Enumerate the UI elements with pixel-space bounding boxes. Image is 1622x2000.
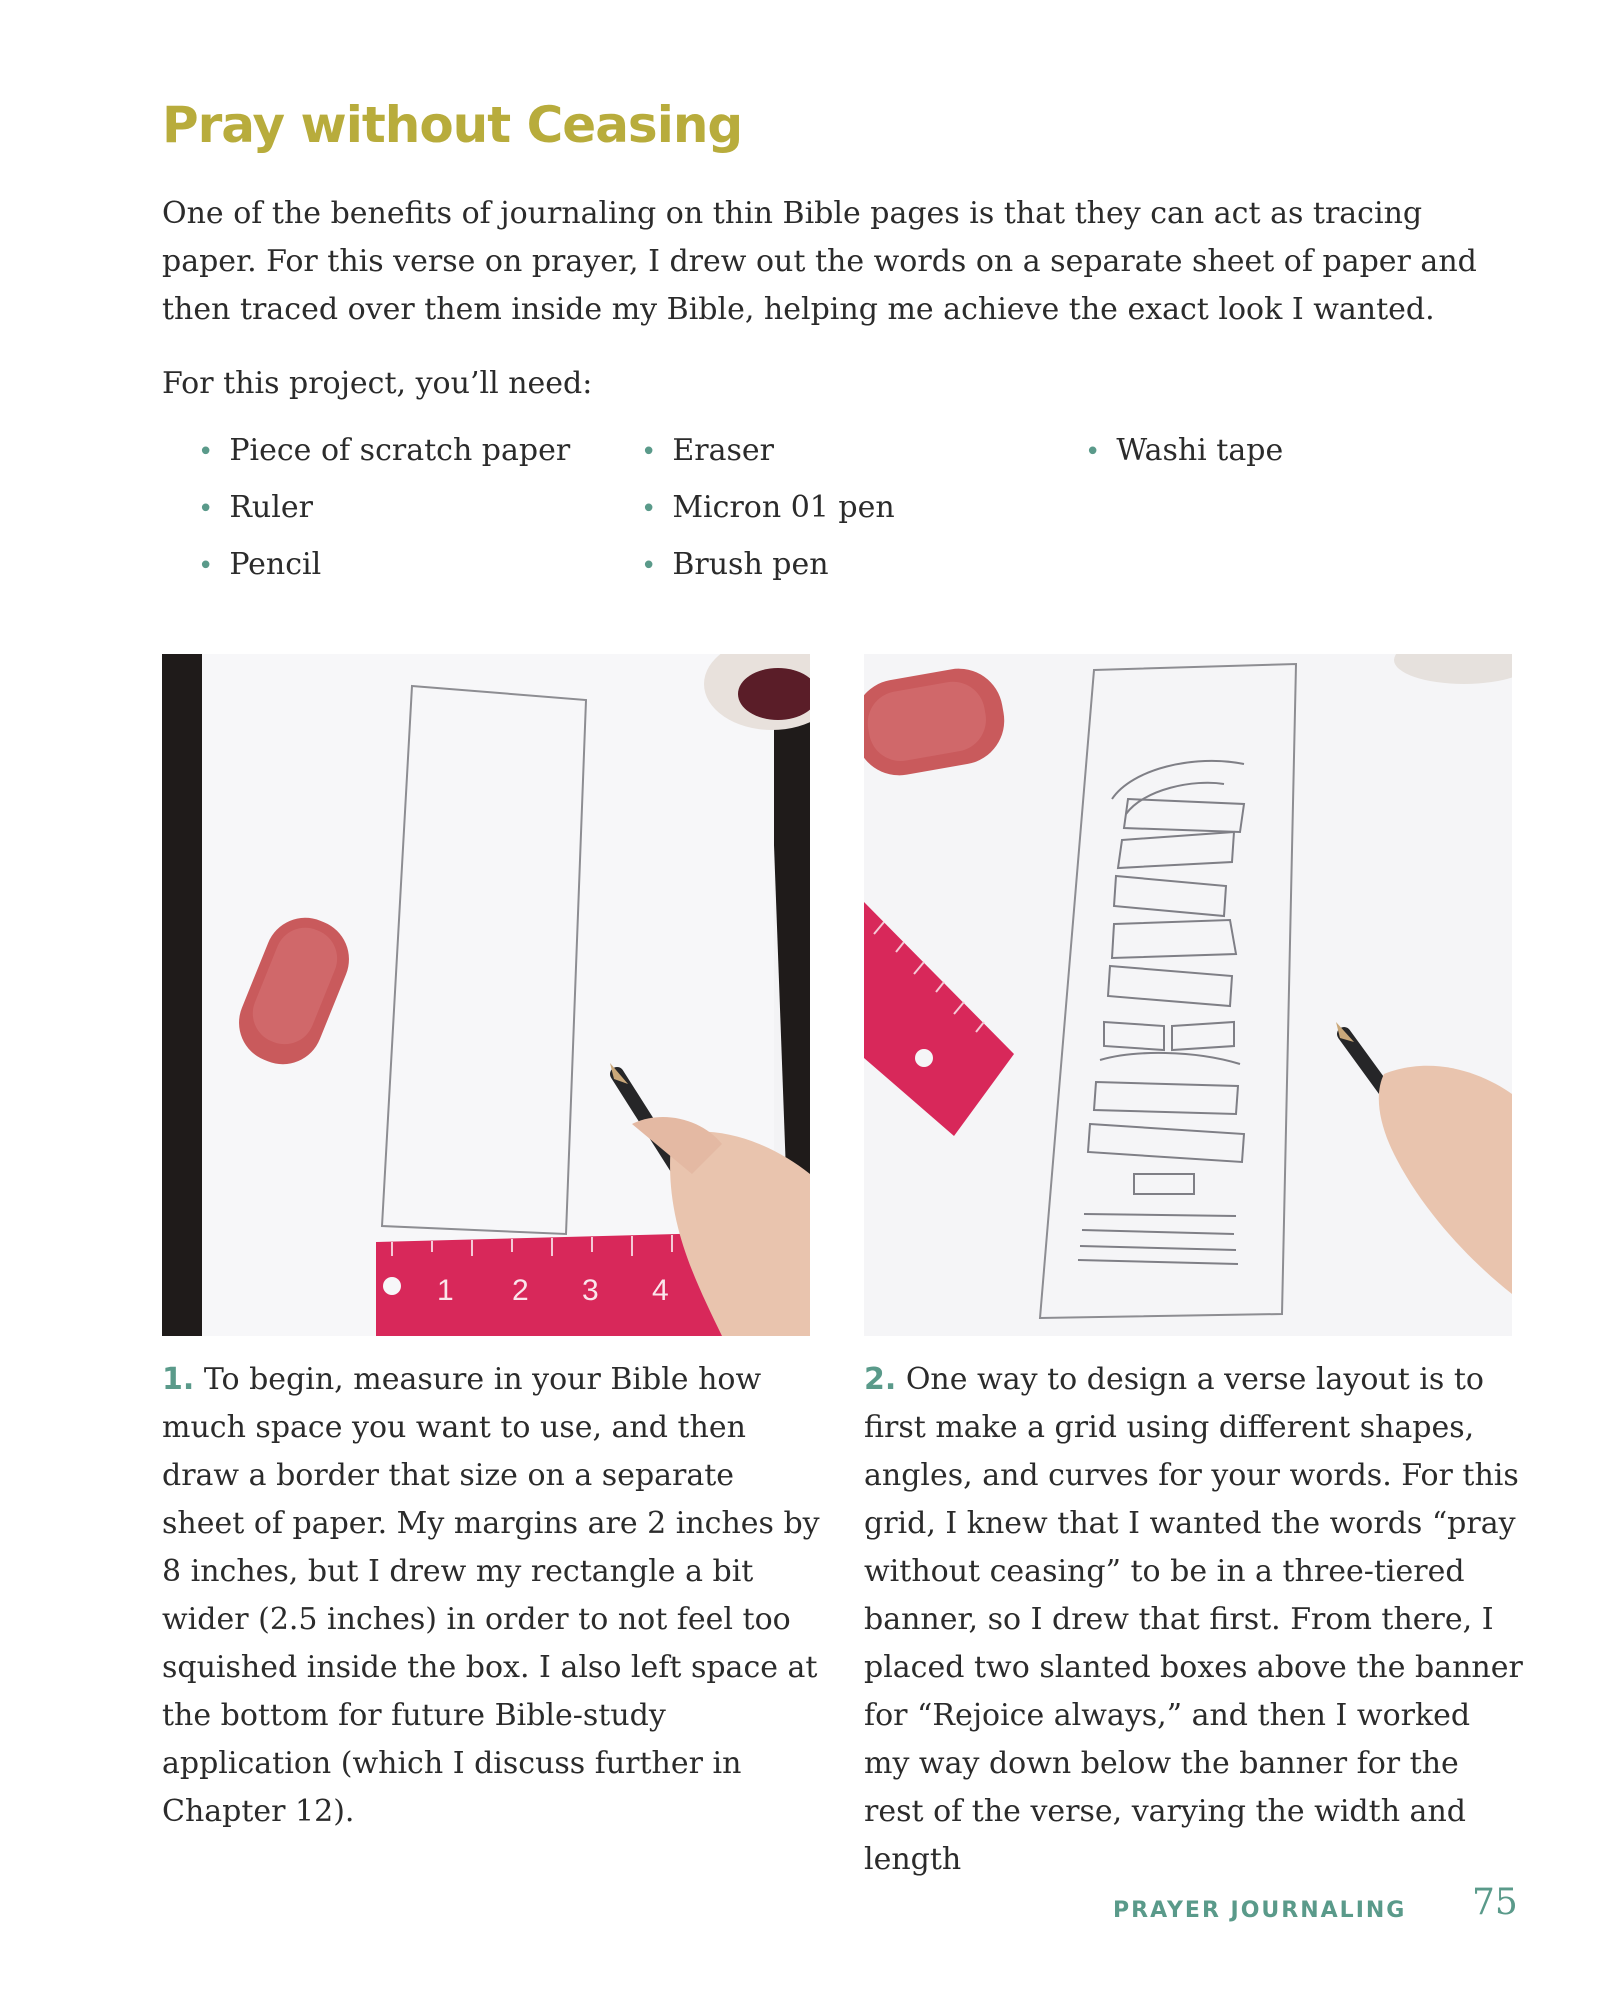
ruler-number: 3 bbox=[582, 1274, 599, 1307]
list-item: • Washi tape bbox=[1085, 433, 1284, 468]
step1-number: 1. bbox=[162, 1362, 195, 1397]
bullet-icon: • bbox=[641, 494, 657, 524]
ruler-number: 4 bbox=[652, 1274, 669, 1307]
step2-text: One way to design a verse layout is to first make a grid using different shapes, angles, and curves for your words. For this grid, I knew that I wanted the words “pray without ceasing” to be in a three-tiered banner, so I drew that first. From there, I placed two slanted boxes above the banner for “Rejoice always,” and then I worked my way down below the banner for the rest of the verse, varying the width and length bbox=[864, 1362, 1523, 1877]
page-title: Pray without Ceasing bbox=[162, 96, 743, 154]
step2-number: 2. bbox=[864, 1362, 897, 1397]
supplies-list-col1 bbox=[198, 427, 570, 598]
bullet-icon: • bbox=[641, 437, 657, 467]
page-number: 75 bbox=[1472, 1882, 1518, 1923]
list-item: • Piece of scratch paper bbox=[198, 433, 571, 468]
running-head: PRAYER JOURNALING bbox=[1113, 1898, 1407, 1923]
step2-photo bbox=[864, 654, 1512, 1336]
step1-caption bbox=[162, 1356, 822, 1836]
step1-photo bbox=[162, 654, 810, 1336]
bullet-icon: • bbox=[641, 551, 657, 581]
bullet-icon: • bbox=[1085, 437, 1101, 467]
list-item: • Micron 01 pen bbox=[641, 490, 895, 525]
supplies-heading: For this project, you’ll need: bbox=[162, 366, 593, 401]
bullet-icon: • bbox=[198, 551, 214, 581]
supplies-list-col2 bbox=[641, 427, 895, 598]
list-item: • Pencil bbox=[198, 547, 322, 582]
step1-text: To begin, measure in your Bible how much space you want to use, and then draw a border that size on a separate sheet of paper. My margins are 2 inches by 8 inches, but I drew my rectangle a bit wider (2.5 inches) in order to not feel too squished inside the box. I also left space at the bottom for future Bible-study application (which I discuss further in Chapter 12). bbox=[162, 1362, 820, 1829]
ruler-number: 2 bbox=[512, 1274, 529, 1307]
ruler-number: 1 bbox=[437, 1274, 454, 1307]
supplies-list-col3 bbox=[1085, 427, 1283, 484]
intro-paragraph: One of the benefits of journaling on thin Bible pages is that they can act as tracing paper. For this verse on prayer, I drew out the words on a separate sheet of paper and then traced over them inside my Bible, helping me achieve the exact look I wanted. bbox=[162, 196, 1477, 327]
list-item: • Ruler bbox=[198, 490, 313, 525]
bullet-icon: • bbox=[198, 437, 214, 467]
bullet-icon: • bbox=[198, 494, 214, 524]
list-item: • Eraser bbox=[641, 433, 774, 468]
list-item: • Brush pen bbox=[641, 547, 829, 582]
step2-caption bbox=[864, 1356, 1524, 1884]
